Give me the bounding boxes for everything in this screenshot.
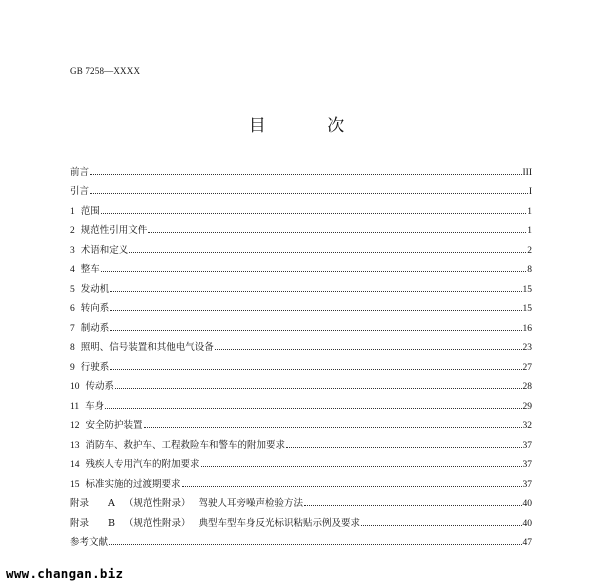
dot-leader — [215, 349, 522, 350]
page-number: 37 — [522, 440, 532, 451]
toc-entry[interactable] — [70, 529, 532, 549]
dot-leader — [110, 330, 521, 331]
page-number: 28 — [522, 382, 532, 392]
dot-leader — [110, 291, 521, 292]
toc-entry[interactable] — [70, 314, 532, 334]
dot-leader — [109, 544, 521, 545]
toc-entry-label — [70, 378, 114, 392]
page-number: 15 — [522, 304, 532, 314]
toc-entry-label — [70, 242, 128, 256]
appendix-letter: A — [108, 498, 115, 509]
dot-leader — [286, 447, 521, 448]
section-title: 范围 — [80, 205, 100, 217]
dot-leader — [90, 193, 528, 194]
dot-leader — [182, 486, 522, 487]
page-number: 40 — [522, 499, 532, 509]
page-number: 47 — [522, 538, 532, 548]
dot-leader — [201, 466, 522, 467]
toc-entry[interactable] — [70, 392, 532, 412]
page-number: 37 — [522, 460, 532, 470]
section-title: 驾驶人耳旁噪声检验方法 — [198, 498, 304, 509]
page-number: 1 — [527, 206, 532, 217]
section-title: 引言 — [70, 186, 90, 197]
toc-entry[interactable] — [70, 451, 532, 471]
dot-leader — [304, 505, 521, 506]
toc-entry-label — [70, 476, 181, 490]
toc-entry-label — [70, 437, 285, 451]
page-number: 37 — [522, 479, 532, 490]
section-title: 标准实施的过渡期要求 — [85, 478, 181, 490]
toc-entry[interactable] — [70, 256, 532, 276]
toc-entry[interactable] — [70, 236, 532, 256]
page-number: 32 — [522, 421, 532, 431]
appendix-letter: B — [108, 517, 115, 529]
toc-entry[interactable] — [70, 275, 532, 295]
dot-leader — [148, 232, 526, 233]
toc-entry[interactable] — [70, 158, 532, 178]
toc-entry[interactable] — [70, 334, 532, 354]
toc-entry[interactable] — [70, 509, 532, 529]
section-title: 制动系 — [80, 322, 110, 334]
toc-entry-label — [70, 417, 143, 431]
watermark: www.changan.biz — [6, 566, 124, 581]
page-number: 15 — [522, 284, 532, 295]
toc-entry-label — [70, 183, 89, 197]
section-title: 前言 — [70, 166, 90, 178]
toc-entry-label — [70, 456, 200, 470]
page-number: 29 — [522, 401, 532, 412]
section-title: 整车 — [80, 264, 100, 275]
dot-leader — [115, 388, 521, 389]
toc-entry-label — [70, 203, 100, 217]
toc-entry-label — [70, 222, 147, 236]
page-title: 目 次 — [248, 116, 373, 136]
table-of-contents — [70, 158, 532, 548]
toc-entry[interactable] — [70, 295, 532, 315]
section-title: 传动系 — [85, 381, 115, 392]
dot-leader — [361, 525, 521, 526]
section-number: 11 — [70, 401, 80, 412]
dot-leader — [101, 271, 526, 272]
toc-entry[interactable] — [70, 178, 532, 198]
page-number: 1 — [527, 226, 532, 236]
section-number: 13 — [70, 440, 80, 451]
toc-entry[interactable] — [70, 353, 532, 373]
page-number: 8 — [527, 265, 532, 275]
section-title: 规范性引用文件 — [80, 225, 148, 236]
toc-entry-label — [70, 398, 104, 412]
toc-entry[interactable] — [70, 431, 532, 451]
section-number: 4 — [70, 265, 75, 275]
section-number: 14 — [70, 460, 80, 470]
page-number: 2 — [527, 245, 532, 256]
page-number: 40 — [522, 518, 532, 529]
dot-leader — [105, 408, 521, 409]
toc-entry[interactable] — [70, 217, 532, 237]
section-number: 1 — [70, 206, 75, 217]
section-number: 5 — [70, 284, 75, 295]
toc-entry[interactable] — [70, 412, 532, 432]
toc-entry[interactable] — [70, 373, 532, 393]
page-number: 27 — [522, 362, 532, 373]
section-title: 安全防护装置 — [85, 420, 143, 431]
section-number: 8 — [70, 343, 75, 353]
toc-entry-label — [70, 281, 109, 295]
section-title: 典型车型车身反光标识粘贴示例及要求 — [198, 517, 361, 529]
section-number: 6 — [70, 304, 75, 314]
section-title: 消防车、救护车、工程救险车和警车的附加要求 — [85, 439, 286, 451]
page-number: I — [528, 187, 532, 197]
dot-leader — [110, 369, 521, 370]
section-number: 10 — [70, 382, 80, 392]
dot-leader — [90, 174, 521, 175]
appendix-prefix: 附录 — [70, 517, 90, 529]
section-title: 发动机 — [80, 283, 110, 295]
section-title: 参考文献 — [70, 537, 109, 548]
toc-entry-label — [70, 300, 109, 314]
toc-entry-label — [70, 515, 360, 529]
appendix-kind: （规范性附录） — [124, 517, 191, 529]
section-title: 车身 — [85, 400, 105, 412]
dot-leader — [110, 310, 521, 311]
toc-entry[interactable] — [70, 197, 532, 217]
toc-entry-label — [70, 261, 100, 275]
appendix-prefix: 附录 — [70, 498, 90, 509]
section-title: 行驶系 — [80, 361, 110, 373]
dot-leader — [129, 252, 526, 253]
page-number: 23 — [522, 343, 532, 353]
section-number: 2 — [70, 226, 75, 236]
toc-entry[interactable] — [70, 470, 532, 490]
section-title: 转向系 — [80, 303, 110, 314]
toc-entry-label — [70, 495, 303, 509]
section-number: 3 — [70, 245, 75, 256]
page-number: 16 — [522, 323, 532, 334]
section-title: 残疾人专用汽车的附加要求 — [85, 459, 200, 470]
toc-entry-label — [70, 164, 89, 178]
dot-leader — [144, 427, 522, 428]
toc-entry-label — [70, 339, 214, 353]
section-number: 7 — [70, 323, 75, 334]
page-number: III — [522, 167, 532, 178]
standard-code: GB 7258—XXXX — [70, 66, 141, 76]
toc-entry-label — [70, 359, 109, 373]
section-title: 照明、信号装置和其他电气设备 — [80, 342, 214, 353]
toc-entry[interactable] — [70, 490, 532, 510]
toc-entry-label — [70, 320, 109, 334]
dot-leader — [101, 213, 526, 214]
toc-entry-label — [70, 534, 108, 548]
section-number: 15 — [70, 479, 80, 490]
section-number: 9 — [70, 362, 75, 373]
appendix-kind: （规范性附录） — [124, 498, 191, 509]
section-number: 12 — [70, 421, 80, 431]
section-title: 术语和定义 — [80, 244, 129, 256]
